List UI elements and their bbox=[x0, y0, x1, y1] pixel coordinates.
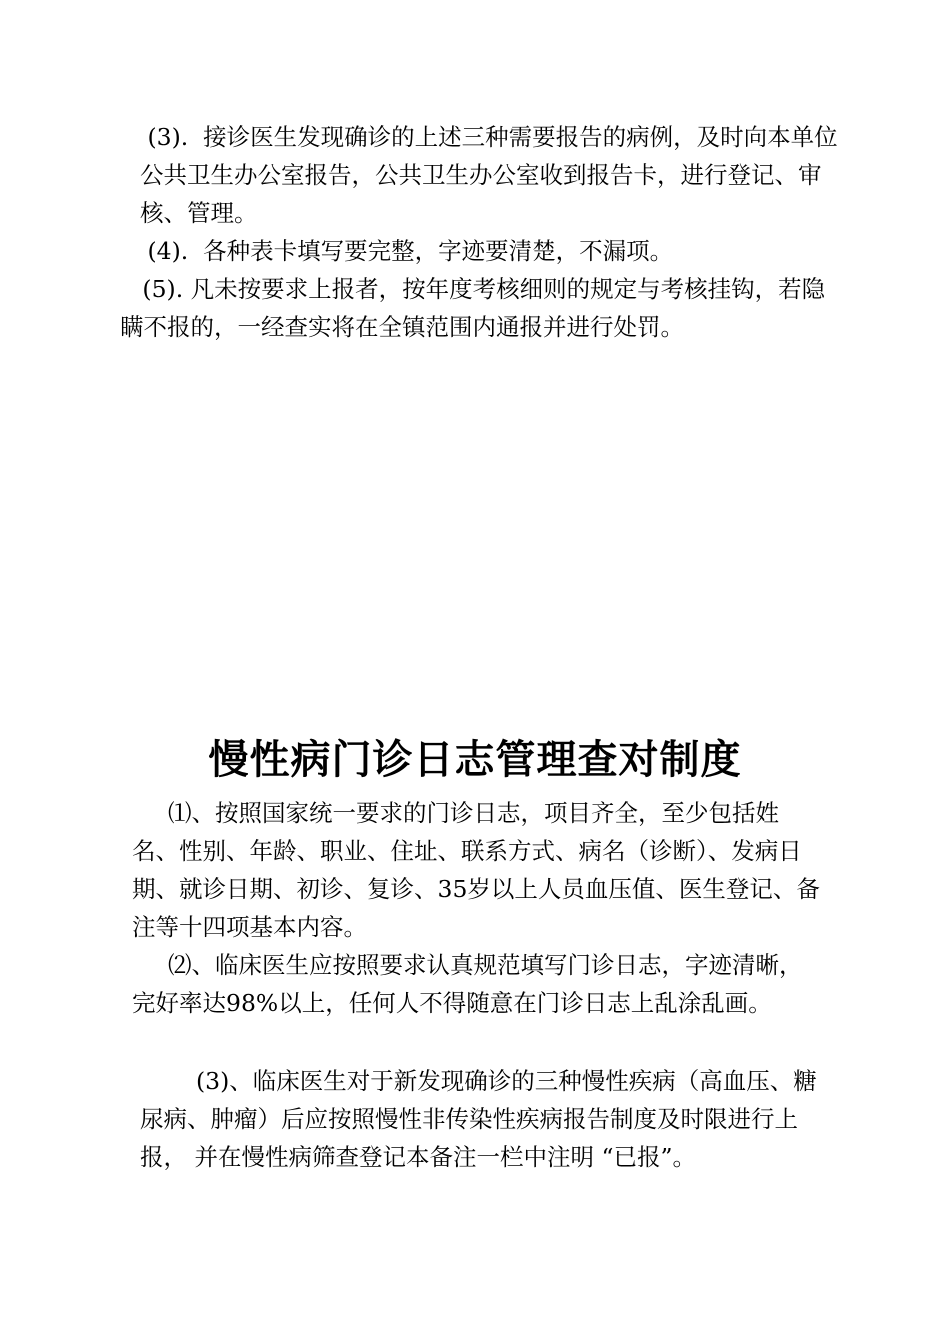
rule-item-2 bbox=[132, 946, 822, 1022]
rule-item-3-text: (3)、临床医生对于新发现确诊的三种慢性疾病（高血压、糖尿病、肿瘤）后应按照慢性非传染性疾病报告制度及时限进行上报， 并在慢性病筛查登记本备注一栏中注明 “已报”。 bbox=[140, 1067, 817, 1171]
rule-item-3 bbox=[140, 1062, 820, 1176]
rule-item-1-text: ⑴、按照国家统一要求的门诊日志，项目齐全，至少包括姓名、性别、年龄、职业、住址、联系方式、病名（诊断）、发病日期、就诊日期、初诊、复诊、35岁以上人员血压值、医生登记、备注等十四项基本内容。 bbox=[132, 799, 820, 941]
paragraph-form-completeness: (4). 各种表卡填写要完整，字迹要清楚，不漏项。 bbox=[140, 237, 674, 265]
rule-item-1 bbox=[132, 794, 822, 946]
paragraph-penalty: (5). 凡未按要求上报者，按年度考核细则的规定与考核挂钩，若隐瞒不报的，一经查实将在全镇范围内通报并进行处罚。 bbox=[120, 275, 826, 341]
paragraph-report-procedure: (3). 接诊医生发现确诊的上述三种需要报告的病例，及时向本单位公共卫生办公室报告，公共卫生办公室收到报告卡，进行登记、审核、管理。 bbox=[140, 123, 838, 227]
rule-item-2-text: ⑵、临床医生应按照要求认真规范填写门诊日志，字迹清晰，完好率达98%以上，任何人不得随意在门诊日志上乱涂乱画。 bbox=[132, 951, 803, 1017]
section-title: 慢性病门诊日志管理查对制度 bbox=[208, 737, 742, 783]
